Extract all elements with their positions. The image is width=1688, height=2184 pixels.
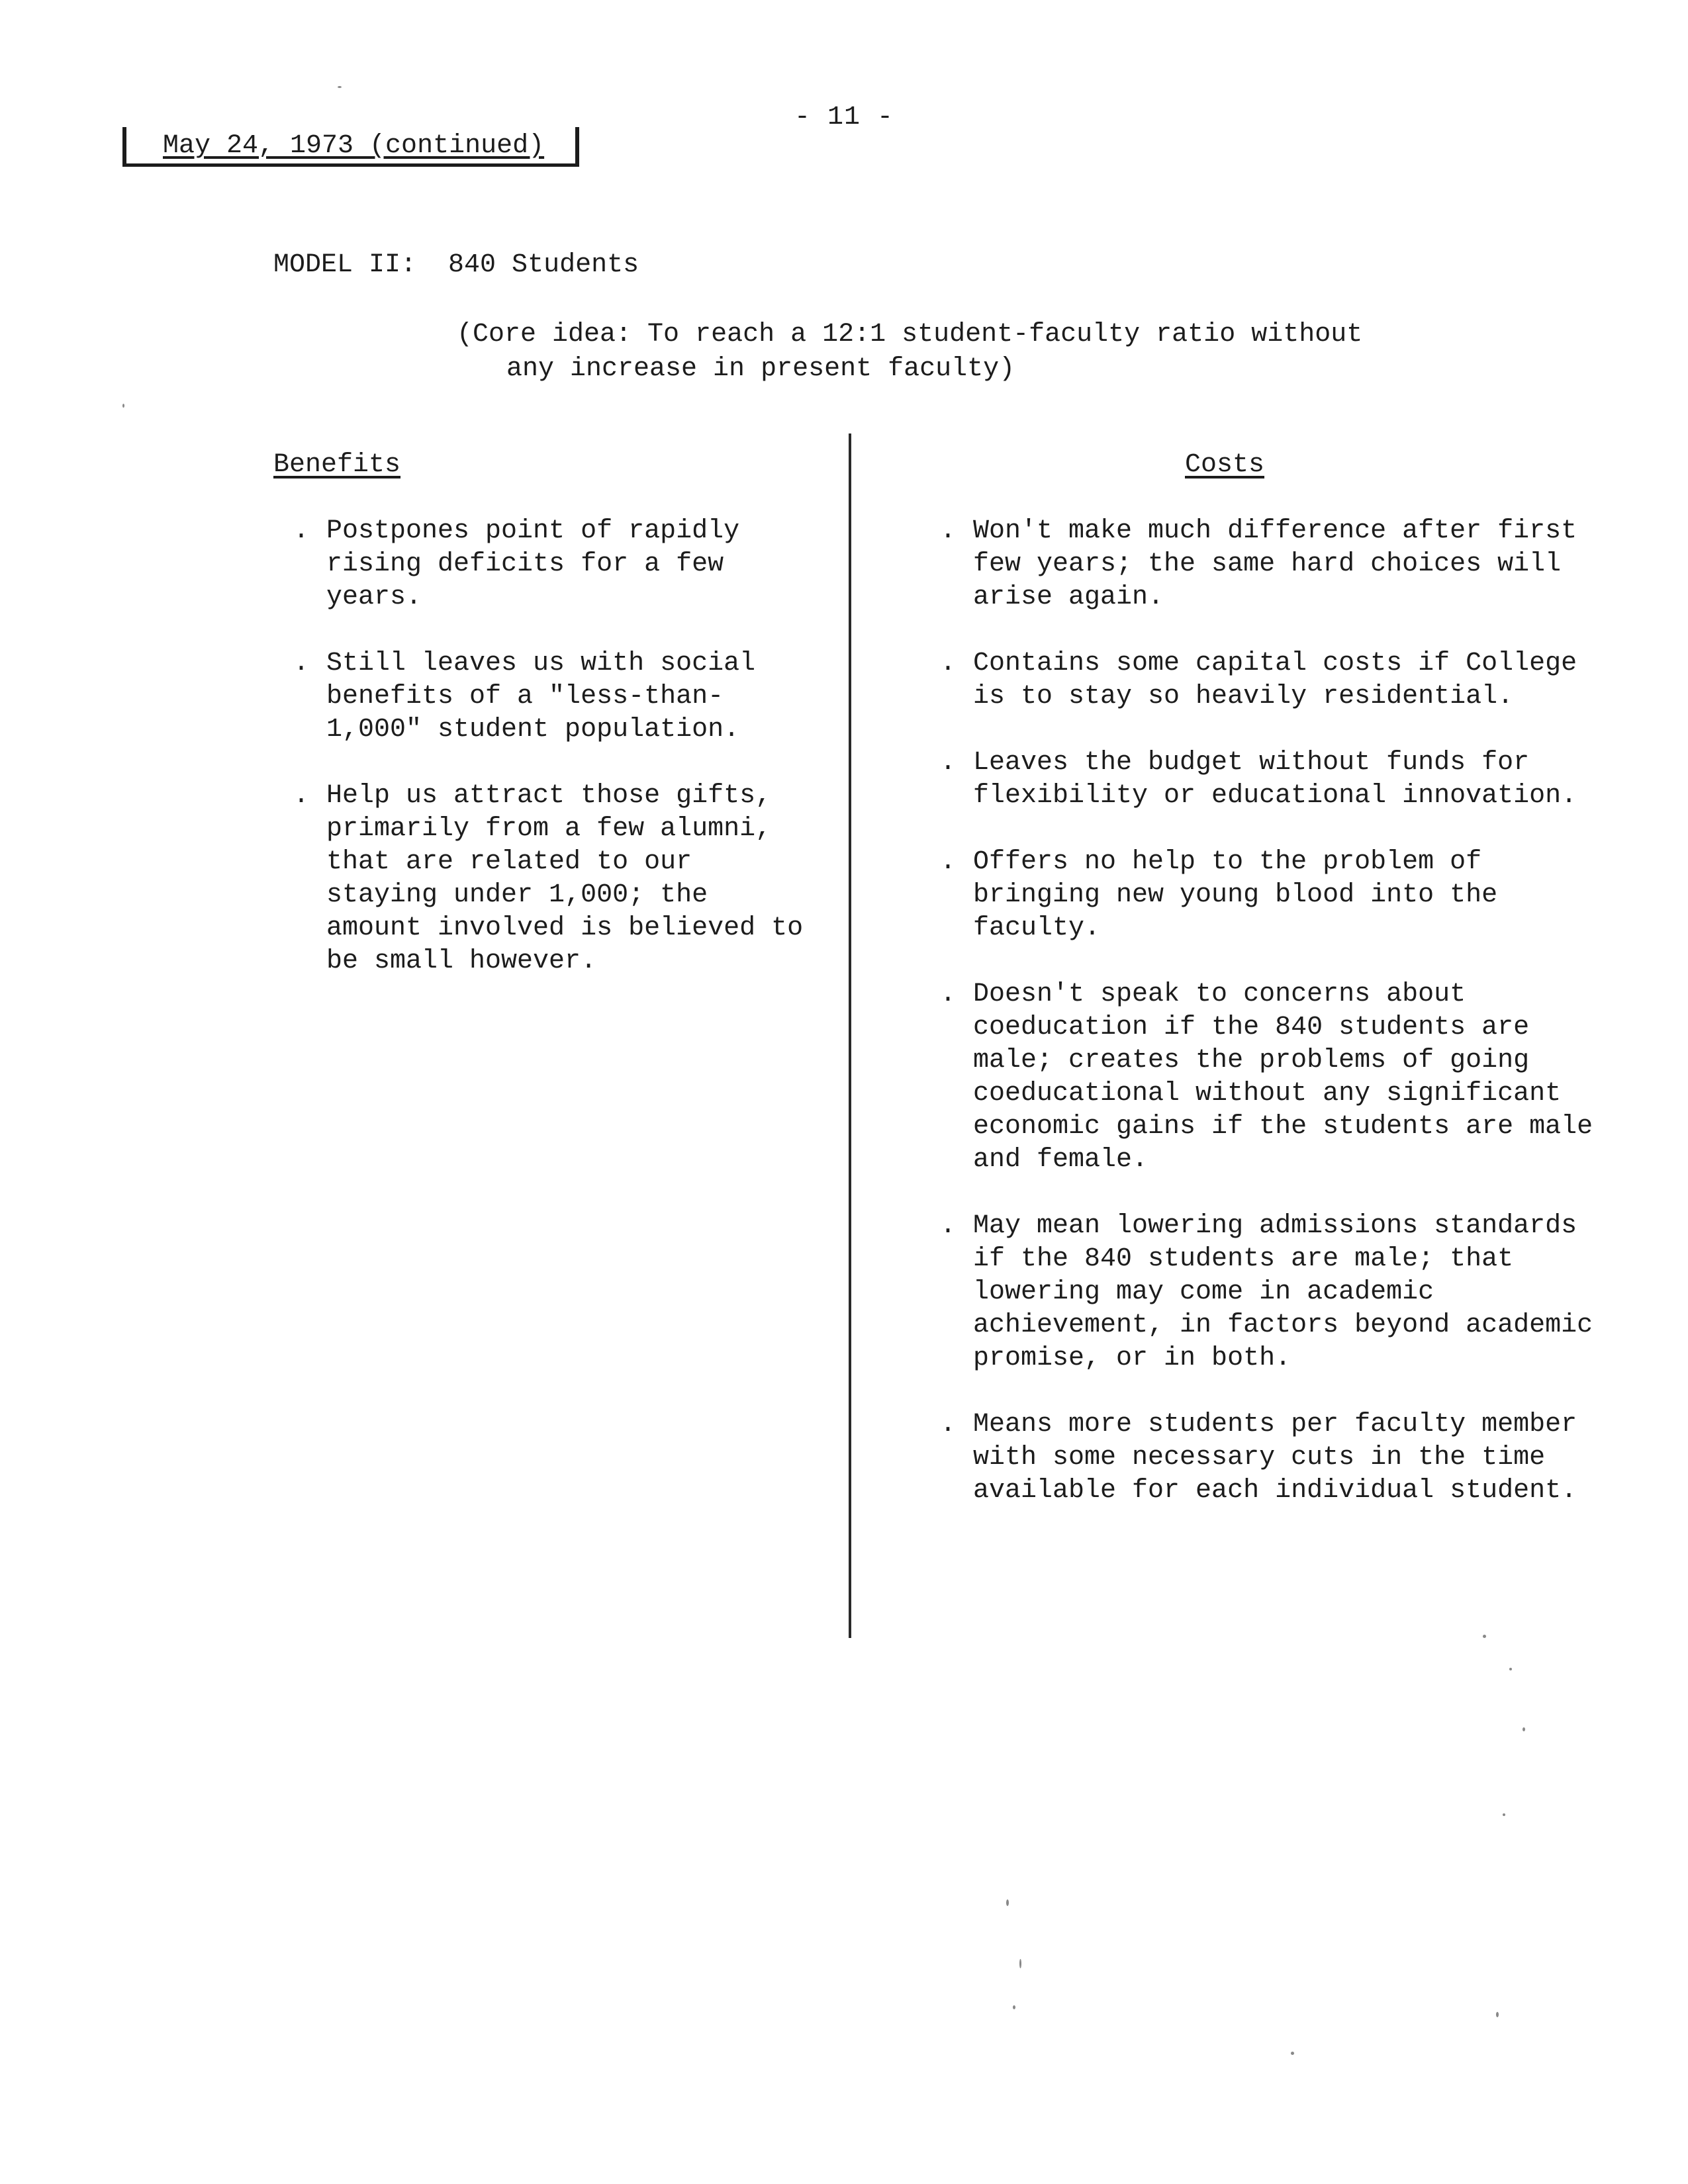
benefits-heading: Benefits: [273, 450, 401, 480]
scan-speck: [1013, 2005, 1015, 2009]
bullet-mark: .: [293, 781, 310, 811]
bullet-mark: .: [940, 649, 957, 678]
bullet-mark: .: [940, 748, 957, 778]
cost-text: Leaves the budget without funds for flexibility or educational innovation.: [973, 748, 1577, 811]
benefit-text: Postpones point of rapidly rising deficits for a few years.: [326, 516, 740, 612]
date-label: May 24, 1973 (continued): [163, 131, 545, 161]
date-box: [122, 127, 579, 167]
scan-speck: [1291, 2052, 1294, 2055]
scan-speck: [1496, 2012, 1499, 2017]
cost-text: Means more students per faculty member with some necessary cuts in the time available for each individual student.: [973, 1410, 1577, 1506]
bullet-mark: .: [293, 516, 310, 546]
scan-speck: [1523, 1727, 1525, 1731]
cost-text: Offers no help to the problem of bringing new young blood into the faculty.: [973, 847, 1498, 943]
cost-text: Won't make much difference after first few years; the same hard choices will arise again.: [973, 516, 1577, 612]
bullet-mark: .: [940, 979, 957, 1009]
benefits-list: [273, 515, 816, 1011]
scan-speck: [338, 86, 342, 88]
cost-item: [920, 515, 1609, 614]
costs-heading: Costs: [1185, 450, 1265, 480]
cost-item: [920, 978, 1609, 1177]
cost-item: [920, 1408, 1609, 1508]
cost-item: [920, 1210, 1609, 1375]
core-idea: [457, 318, 1450, 387]
scan-speck: [1019, 1959, 1021, 1968]
scan-speck: [1483, 1635, 1486, 1638]
cost-item: [920, 747, 1609, 813]
bullet-mark: .: [940, 847, 957, 877]
benefit-text: Help us attract those gifts, primarily from a few alumni, that are related to our staying under 1,000; the amount involved is believed to be small however.: [326, 781, 804, 976]
page-number: - 11 -: [794, 103, 894, 132]
bullet-mark: .: [293, 649, 310, 678]
bullet-mark: .: [940, 516, 957, 546]
cost-item: [920, 647, 1609, 713]
cost-text: Doesn't speak to concerns about coeducation if the 840 students are male; creates the problems of going coeducational without any significant economic gains if the students are male and female.: [973, 979, 1593, 1175]
column-divider: [849, 433, 851, 1638]
benefit-item: [273, 647, 816, 747]
scan-speck: [122, 404, 124, 408]
cost-text: Contains some capital costs if College is to stay so heavily residential.: [973, 649, 1577, 711]
bullet-mark: .: [940, 1211, 957, 1241]
cost-text: May mean lowering admissions standards if the 840 students are male; that lowering may come in academic achievement, in factors beyond academic promise, or in both.: [973, 1211, 1593, 1373]
scan-speck: [1509, 1668, 1512, 1670]
scan-speck: [1503, 1813, 1505, 1816]
bullet-mark: .: [940, 1410, 957, 1439]
cost-item: [920, 846, 1609, 945]
costs-list: [920, 515, 1609, 1541]
scan-speck: [1006, 1899, 1009, 1906]
model-title: MODEL II: 840 Students: [273, 250, 639, 280]
benefit-item: [273, 515, 816, 614]
core-idea-line-2: any increase in present faculty): [506, 354, 1015, 384]
benefit-text: Still leaves us with social benefits of a "less-than-1,000" student population.: [326, 649, 756, 745]
benefit-item: [273, 780, 816, 978]
core-idea-line-1: (Core idea: To reach a 12:1 student-faculty ratio without: [457, 320, 1363, 349]
